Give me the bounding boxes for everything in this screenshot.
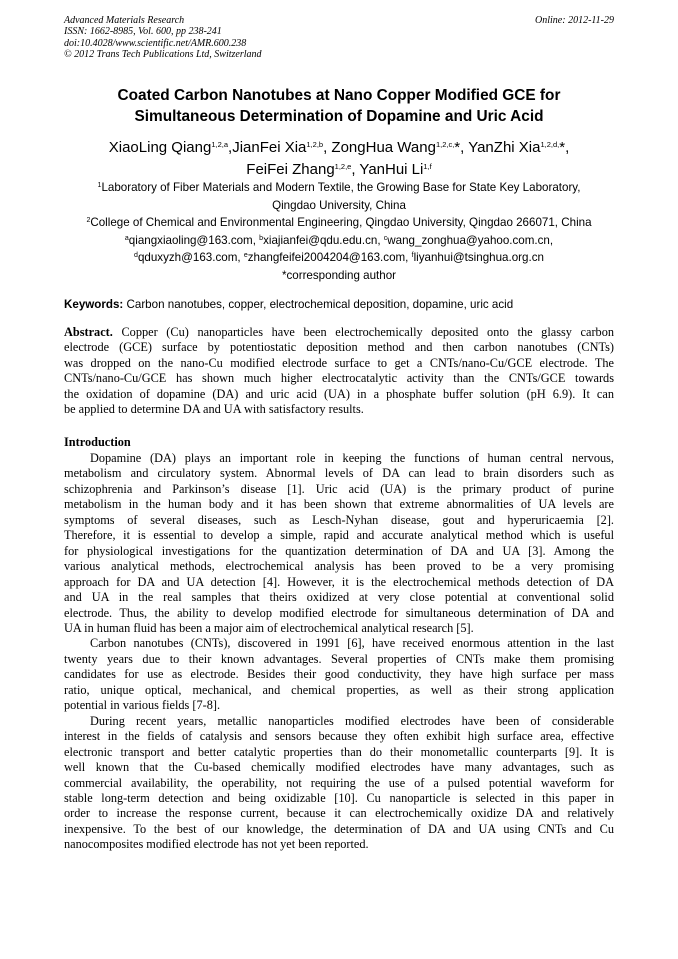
author-name: ZongHua Wang — [331, 139, 436, 156]
abstract-line: was dropped on the nano-Cu modified electrode surface to get a CNTs/nano-Cu/GCE electrode. The — [64, 355, 614, 370]
email-address: liyanhui@tsinghua.org.cn — [413, 251, 544, 265]
paragraph-line: commercial availability, the operability, not requiring the use of a pulsed potential waveform for — [64, 775, 614, 790]
abstract-line: be applied to determine DA and UA with satisfactory results. — [64, 402, 364, 417]
online-date-header — [535, 15, 614, 26]
email-address: zhangfeifei2004204@163.com, — [247, 251, 412, 265]
author-line-2 — [40, 159, 638, 181]
copyright-line: © 2012 Trans Tech Publications Ltd, Switzerland — [64, 49, 262, 61]
abstract-text: Copper (Cu) nanoparticles have been electrochemically deposited onto the glassy carbon — [112, 325, 614, 339]
paragraph-line: schizophrenia and Parkinson’s disease [1]. Uric acid (UA) is the primary product of purine — [64, 481, 614, 496]
paragraph-line: ratio, unique optical, mechanical, and chemical properties, as well as their strong application — [64, 682, 614, 697]
paragraph-line: various analytical methods, electrochemical analysis has been proved to be a very promising — [64, 559, 614, 574]
author-separator: , — [460, 139, 469, 156]
author-name: JianFei Xia — [232, 139, 307, 156]
paragraph-line: metabolism and circulatory system. Abnormal levels of DA can lead to brain disorders such as — [64, 466, 614, 481]
abstract — [64, 325, 614, 418]
author-separator: , — [565, 139, 570, 156]
paragraph-line: Dopamine (DA) plays an important role in keeping the functions of human central nervous, — [90, 451, 614, 465]
author-superscript: 1,2,d, — [540, 140, 560, 149]
paragraph-line: nanocomposites modified electrode has not yet been reported. — [64, 837, 369, 852]
paragraph-line: metabolism in the human body and it has been shown that extreme abnormalities of UA levels are — [64, 497, 614, 512]
author-list — [40, 137, 638, 181]
paragraph-line: electrode. Thus, the ability to develop modified electrode for simultaneous determination of DA and — [64, 605, 614, 620]
paragraph-line: During recent years, metallic nanoparticles modified electrodes have been of considerable — [90, 713, 614, 728]
paragraph-line: and UA in the real samples that theirs oxidized at very close potential at conventional solid — [64, 590, 614, 605]
author-superscript: 1,2,b — [306, 140, 324, 149]
issn-line: ISSN: 1662-8985, Vol. 600, pp 238-241 — [64, 26, 222, 38]
paragraph-line: interest in the fields of catalysis and sensors because they often exhibit high surface area, effective — [64, 729, 614, 744]
email-line-2 — [40, 249, 638, 267]
email-marker: a — [124, 234, 129, 242]
paragraph-line: symptoms of several diseases, such as Lesch-Nyhan disease, gout and hyperuricaemia [2]. — [64, 512, 614, 527]
section-heading-introduction: Introduction — [64, 435, 131, 449]
affiliation-2-line: College of Chemical and Environmental Engineering, Qingdao University, Qingdao 266071, China — [90, 216, 592, 230]
online-date: Online: 2012-11-29 — [535, 15, 614, 26]
paragraph-line: potential in various fields [7-8]. — [64, 698, 221, 713]
paragraph-line: inexpensive. To the best of our knowledge, the determination of DA and UA using CNTs and Cu — [64, 821, 614, 836]
author-separator: , — [228, 139, 233, 156]
corresponding-author-note: *corresponding author — [281, 268, 397, 282]
email-address: qduxyzh@163.com, — [137, 251, 244, 265]
paragraph-line: UA in human fluid has been a major aim of electrochemical analytical research [5]. — [64, 620, 474, 635]
paragraph-line: Therefore, it is essential to develop a simple, rapid and accurate analytical method which is useful — [64, 528, 614, 543]
author-superscript: 1,2,e — [334, 162, 352, 171]
affiliation-marker: 1 — [97, 182, 102, 189]
keywords — [64, 297, 616, 313]
email-line-1 — [40, 232, 638, 250]
abstract-label: Abstract. — [64, 325, 113, 339]
paper-title — [40, 85, 638, 127]
email-marker: f — [411, 252, 414, 260]
corresponding-star: * — [454, 139, 461, 156]
author-name: FeiFei Zhang — [246, 161, 335, 178]
author-superscript: 1,f — [423, 162, 432, 171]
journal-name: Advanced Materials Research — [64, 15, 185, 26]
abstract-line: the oxidation of dopamine (DA) and uric acid (UA) in a phosphate buffer solution (pH 6.9). It can — [64, 386, 614, 401]
author-name: YanZhi Xia — [468, 139, 541, 156]
email-marker: d — [134, 252, 138, 260]
abstract-line: CNTs/nano-Cu/GCE has shown much higher electrocatalytic activity than the CNTs/GCE towards — [64, 371, 614, 386]
affiliation-marker: 2 — [86, 217, 91, 225]
affiliation-2 — [40, 214, 638, 232]
paragraph-line: approach for DA and UA detection [4]. However, it is the electrochemical methods detection of DA — [64, 574, 614, 589]
affiliation-1-line-2: Qingdao University, China — [272, 198, 406, 212]
email-marker: b — [259, 234, 264, 242]
email-marker: e — [243, 252, 248, 260]
email-address: qiangxiaoling@163.com, — [128, 233, 260, 247]
affiliation-1 — [40, 179, 638, 197]
abstract-line — [64, 325, 614, 340]
title-line-1: Coated Carbon Nanotubes at Nano Copper Modified GCE for — [117, 87, 561, 104]
paragraph-line: stable long-term detection and being oxidizable [10]. Cu nanoparticle is selected in this paper in — [64, 790, 614, 805]
title-line-2: Simultaneous Determination of Dopamine and Uric Acid — [134, 108, 544, 125]
paragraph-line: twenty years due to their known advantages. Several properties of CNTs make them promising — [64, 651, 614, 666]
author-line-1 — [40, 137, 638, 159]
corresponding-star: * — [559, 139, 566, 156]
email-address: xiajianfei@qdu.edu.cn, — [263, 233, 384, 247]
email-marker: c — [383, 234, 388, 242]
keywords-text: Carbon nanotubes, copper, electrochemical deposition, dopamine, uric acid — [123, 298, 514, 311]
abstract-line: electrode (GCE) surface by potentiostatic deposition method and then carbon nanotubes (CNTs) — [64, 340, 614, 355]
author-name: XiaoLing Qiang — [108, 139, 212, 156]
affiliation-1-line-1: Laboratory of Fiber Materials and Modern Textile, the Growing Base for State Key Laboratory, — [101, 181, 581, 194]
email-address: wang_zonghua@yahoo.com.cn, — [387, 233, 554, 247]
paragraph-line: candidates for use as electrode. Besides their good conductivity, they have high surface per mass — [64, 667, 614, 682]
paragraph-line: for physiological investigations for the quantization determination of DA and UA [3]. Among the — [64, 543, 614, 558]
paragraph-line: electronic transport and better catalytic properties than do their monometallic counterparts [9]. It is — [64, 744, 614, 759]
introduction-body — [64, 451, 614, 853]
keywords-label: Keywords: — [64, 298, 124, 311]
author-superscript: 1,2,a — [211, 140, 229, 149]
journal-header — [64, 15, 262, 61]
author-separator: , — [323, 139, 332, 156]
author-name: YanHui Li — [359, 161, 424, 178]
paragraph-line: well known that the Cu-based chemically modified electrodes have many advantages, such as — [64, 760, 614, 775]
paragraph-line: order to increase the response current, because it can electrochemically oxidize DA and relatively — [64, 806, 614, 821]
doi-line: doi:10.4028/www.scientific.net/AMR.600.238 — [64, 37, 247, 49]
author-superscript: 1,2,c, — [435, 140, 455, 149]
paragraph-line: Carbon nanotubes (CNTs), discovered in 1991 [6], have received enormous attention in the last — [90, 636, 614, 651]
affiliations — [40, 179, 638, 285]
author-separator: , — [351, 161, 360, 178]
